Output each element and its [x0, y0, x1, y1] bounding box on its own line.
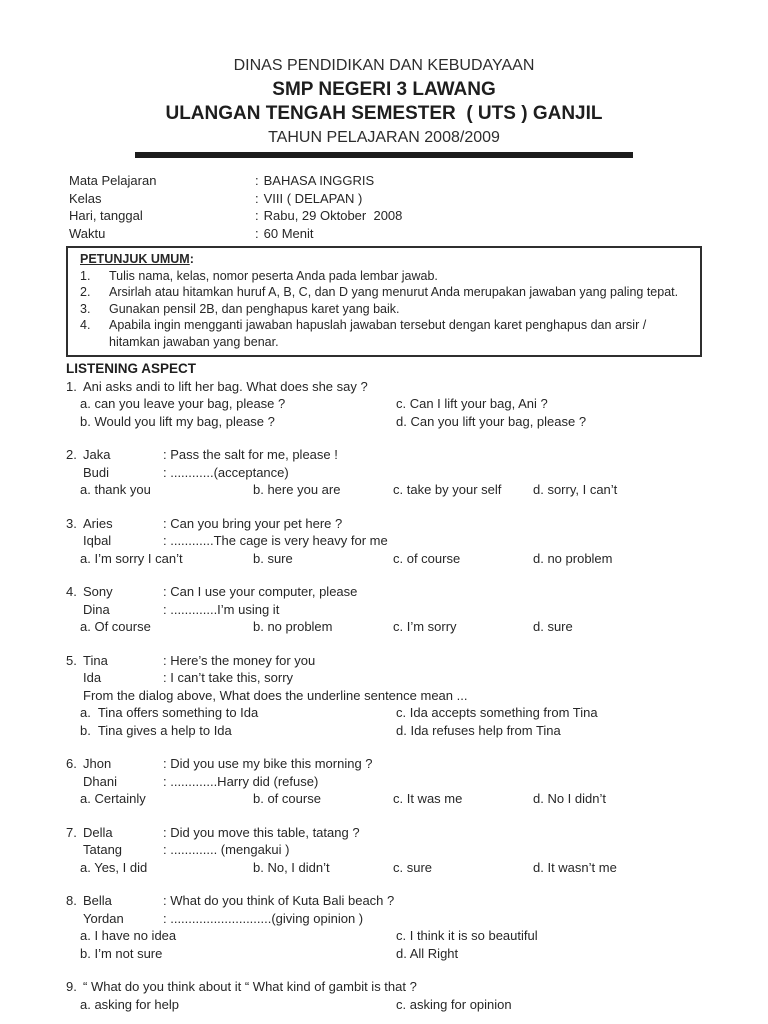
- info-colon: :: [255, 190, 259, 206]
- header-agency: DINAS PENDIDIKAN DAN KEBUDAYAAN: [233, 57, 535, 74]
- options-row: [66, 927, 702, 945]
- question-number: 5.: [66, 652, 77, 668]
- instructions-box: [66, 246, 702, 357]
- dialog-text: : Did you use my bike this morning ?: [163, 756, 373, 771]
- question-number: 6.: [66, 756, 77, 771]
- options-row: [66, 481, 702, 499]
- instruction-number: 3.: [80, 301, 91, 316]
- option-a: a. Yes, I did: [80, 859, 148, 875]
- option-d: d. sure: [533, 619, 573, 634]
- instruction-text: Tulis nama, kelas, nomor peserta Anda pada lembar jawab.: [109, 268, 438, 283]
- question-number-spacer: [66, 669, 83, 687]
- dialog-speaker: Ida: [83, 670, 102, 685]
- question-number-spacer: [66, 601, 83, 619]
- options-row: [66, 395, 702, 413]
- option-b: b. No, I didn’t: [253, 859, 330, 875]
- section-title-listening: LISTENING ASPECT: [66, 361, 197, 376]
- dialog-speaker: Bella: [83, 893, 112, 908]
- exam-info: [66, 172, 702, 242]
- dialog-speaker: Della: [83, 824, 113, 840]
- question-number-spacer: [66, 532, 83, 550]
- question-number: 8.: [66, 893, 77, 908]
- option-a: a. can you leave your bag, please ?: [80, 396, 286, 411]
- dialog-line: [66, 773, 702, 791]
- dialog-speaker: Tina: [83, 652, 108, 668]
- dialog-text: : Did you move this table, tatang ?: [163, 824, 360, 840]
- question-number: 1.: [66, 378, 77, 394]
- options-row: [66, 790, 702, 808]
- question-4: [66, 583, 702, 636]
- info-label-date: Hari, tanggal: [69, 208, 143, 223]
- info-value-date: Rabu, 29 Oktober 2008: [263, 208, 403, 223]
- info-colon: :: [255, 208, 259, 223]
- instruction-item: [80, 301, 690, 318]
- option-d: d. sorry, I can’t: [533, 482, 618, 497]
- dialog-text: : Can I use your computer, please: [163, 584, 358, 599]
- info-row-time: [69, 225, 702, 243]
- info-row-subject: [69, 172, 702, 190]
- dialog-text: : ............The cage is very heavy for me: [163, 533, 388, 548]
- instruction-item: [80, 284, 690, 301]
- option-a: a. Certainly: [80, 791, 146, 806]
- option-d: d. No I didn’t: [533, 791, 606, 806]
- header-school: SMP NEGERI 3 LAWANG: [272, 79, 496, 100]
- question-number: 7.: [66, 824, 77, 840]
- question-note: From the dialog above, What does the underline sentence mean ...: [83, 687, 468, 703]
- instruction-number: 4.: [80, 318, 91, 332]
- option-b: b. no problem: [253, 619, 333, 634]
- question-number: 4.: [66, 584, 77, 599]
- option-c: c. of course: [393, 550, 461, 566]
- dialog-speaker: Jhon: [83, 756, 112, 771]
- question-stem-line: [66, 378, 702, 396]
- option-d: d. It wasn’t me: [533, 859, 617, 875]
- option-a: a. I have no idea: [80, 928, 177, 943]
- instruction-number: 2.: [80, 285, 91, 299]
- option-b: b. I’m not sure: [80, 945, 163, 961]
- dialog-line: [66, 515, 702, 533]
- dialog-speaker: Sony: [83, 584, 113, 599]
- option-b: b. Would you lift my bag, please ?: [80, 413, 275, 429]
- option-a: a. Tina offers something to Ida: [80, 705, 259, 720]
- dialog-line: [66, 669, 702, 687]
- option-c: c. I think it is so beautiful: [396, 928, 538, 943]
- question-7: [66, 824, 702, 877]
- options-row: [66, 859, 702, 877]
- instructions-title: PETUNJUK UMUM: [80, 252, 190, 266]
- option-b: b. sure: [253, 550, 293, 566]
- instruction-item: [80, 317, 690, 350]
- question-number: 3.: [66, 515, 77, 531]
- info-row-date: [69, 207, 702, 225]
- info-value-subject: BAHASA INGGRIS: [263, 173, 375, 188]
- dialog-speaker: Dina: [83, 601, 110, 617]
- options-row: [66, 945, 702, 963]
- dialog-text: : ............................(giving opinion ): [163, 910, 364, 926]
- option-d: d. no problem: [533, 550, 613, 566]
- options-row: [66, 722, 702, 740]
- question-1: [66, 378, 702, 431]
- dialog-text: : ............(acceptance): [163, 464, 289, 480]
- question-number-spacer: [66, 841, 83, 859]
- question-number-spacer: [66, 687, 83, 705]
- dialog-line: [66, 755, 702, 773]
- option-a: a. Of course: [80, 619, 151, 634]
- option-c: c. sure: [393, 859, 433, 875]
- dialog-speaker: Dhani: [83, 773, 117, 789]
- question-number-spacer: [66, 910, 83, 928]
- question-number-spacer: [66, 464, 83, 482]
- option-c: c. Can I lift your bag, Ani ?: [396, 396, 548, 411]
- dialog-line: [66, 910, 702, 928]
- dialog-text: : I can’t take this, sorry: [163, 670, 294, 685]
- option-b: b. of course: [253, 791, 321, 806]
- dialog-text: : ............. (mengakui ): [163, 842, 290, 857]
- instructions-heading: [80, 251, 690, 268]
- options-row: [66, 550, 702, 568]
- dialog-line: [66, 446, 702, 464]
- question-8: [66, 892, 702, 962]
- option-a: a. asking for help: [80, 996, 180, 1012]
- question-9: [66, 978, 702, 1013]
- option-a: a. I’m sorry I can’t: [80, 550, 183, 566]
- question-note-line: [66, 687, 702, 705]
- dialog-line: [66, 532, 702, 550]
- option-c: c. take by your self: [393, 482, 502, 497]
- option-d: d. Ida refuses help from Tina: [396, 722, 561, 738]
- dialog-speaker: Yordan: [83, 910, 124, 926]
- dialog-text: : Can you bring your pet here ?: [163, 515, 343, 531]
- option-c: c. asking for opinion: [396, 996, 512, 1012]
- instruction-number: 1.: [80, 268, 91, 283]
- header-exam-title: ULANGAN TENGAH SEMESTER ( UTS ) GANJIL: [165, 103, 603, 124]
- dialog-text: : .............Harry did (refuse): [163, 773, 319, 789]
- question-number-spacer: [66, 773, 83, 791]
- question-2: [66, 446, 702, 499]
- option-d: d. Can you lift your bag, please ?: [396, 413, 587, 429]
- instruction-text: Apabila ingin mengganti jawaban hapuslah jawaban tersebut dengan karet penghapus dan arsir / hitamkan jawaban yang benar.: [109, 318, 650, 349]
- options-row: [66, 996, 702, 1014]
- option-b: b. here you are: [253, 482, 341, 497]
- dialog-line: [66, 583, 702, 601]
- info-colon: :: [255, 173, 259, 188]
- question-stem: Ani asks andi to lift her bag. What does she say ?: [83, 378, 368, 394]
- info-row-class: [69, 190, 702, 208]
- instruction-text: Gunakan pensil 2B, dan penghapus karet yang baik.: [109, 301, 400, 316]
- option-d: d. All Right: [396, 945, 459, 961]
- dialog-text: : What do you think of Kuta Bali beach ?: [163, 893, 395, 908]
- question-6: [66, 755, 702, 808]
- option-c: c. Ida accepts something from Tina: [396, 705, 598, 720]
- info-label-class: Kelas: [69, 190, 102, 206]
- question-5: [66, 652, 702, 740]
- question-number: 2.: [66, 447, 77, 462]
- dialog-speaker: Iqbal: [83, 533, 112, 548]
- options-row: [66, 413, 702, 431]
- dialog-line: [66, 824, 702, 842]
- header-year: TAHUN PELAJARAN 2008/2009: [268, 129, 500, 146]
- question-3: [66, 515, 702, 568]
- dialog-text: : Here’s the money for you: [163, 652, 316, 668]
- options-row: [66, 618, 702, 636]
- dialog-line: [66, 892, 702, 910]
- info-label-time: Waktu: [69, 225, 106, 241]
- dialog-line: [66, 841, 702, 859]
- info-label-subject: Mata Pelajaran: [69, 173, 157, 188]
- question-stem-line: [66, 978, 702, 996]
- options-row: [66, 704, 702, 722]
- dialog-speaker: Aries: [83, 515, 113, 531]
- info-value-class: VIII ( DELAPAN ): [263, 190, 363, 206]
- option-b: b. Tina gives a help to Ida: [80, 722, 232, 738]
- info-value-time: 60 Menit: [263, 225, 314, 241]
- letterhead: [66, 54, 702, 150]
- instructions-title-colon: :: [189, 252, 194, 266]
- dialog-text: : .............I’m using it: [163, 601, 280, 617]
- option-c: c. It was me: [393, 791, 463, 806]
- dialog-line: [66, 601, 702, 619]
- option-c: c. I’m sorry: [393, 619, 457, 634]
- dialog-speaker: Tatang: [83, 842, 123, 857]
- question-number: 9.: [66, 979, 77, 994]
- dialog-line: [66, 464, 702, 482]
- dialog-text: : Pass the salt for me, please !: [163, 447, 338, 462]
- dialog-speaker: Budi: [83, 464, 110, 480]
- instruction-item: [80, 268, 690, 285]
- dialog-speaker: Jaka: [83, 447, 111, 462]
- dialog-line: [66, 652, 702, 670]
- instruction-text: Arsirlah atau hitamkan huruf A, B, C, dan D yang menurut Anda merupakan jawaban yang paling tepat.: [109, 285, 679, 299]
- option-a: a. thank you: [80, 482, 151, 497]
- question-stem: “ What do you think about it “ What kind of gambit is that ?: [83, 979, 417, 994]
- header-double-rule: [135, 152, 633, 158]
- info-colon: :: [255, 225, 259, 241]
